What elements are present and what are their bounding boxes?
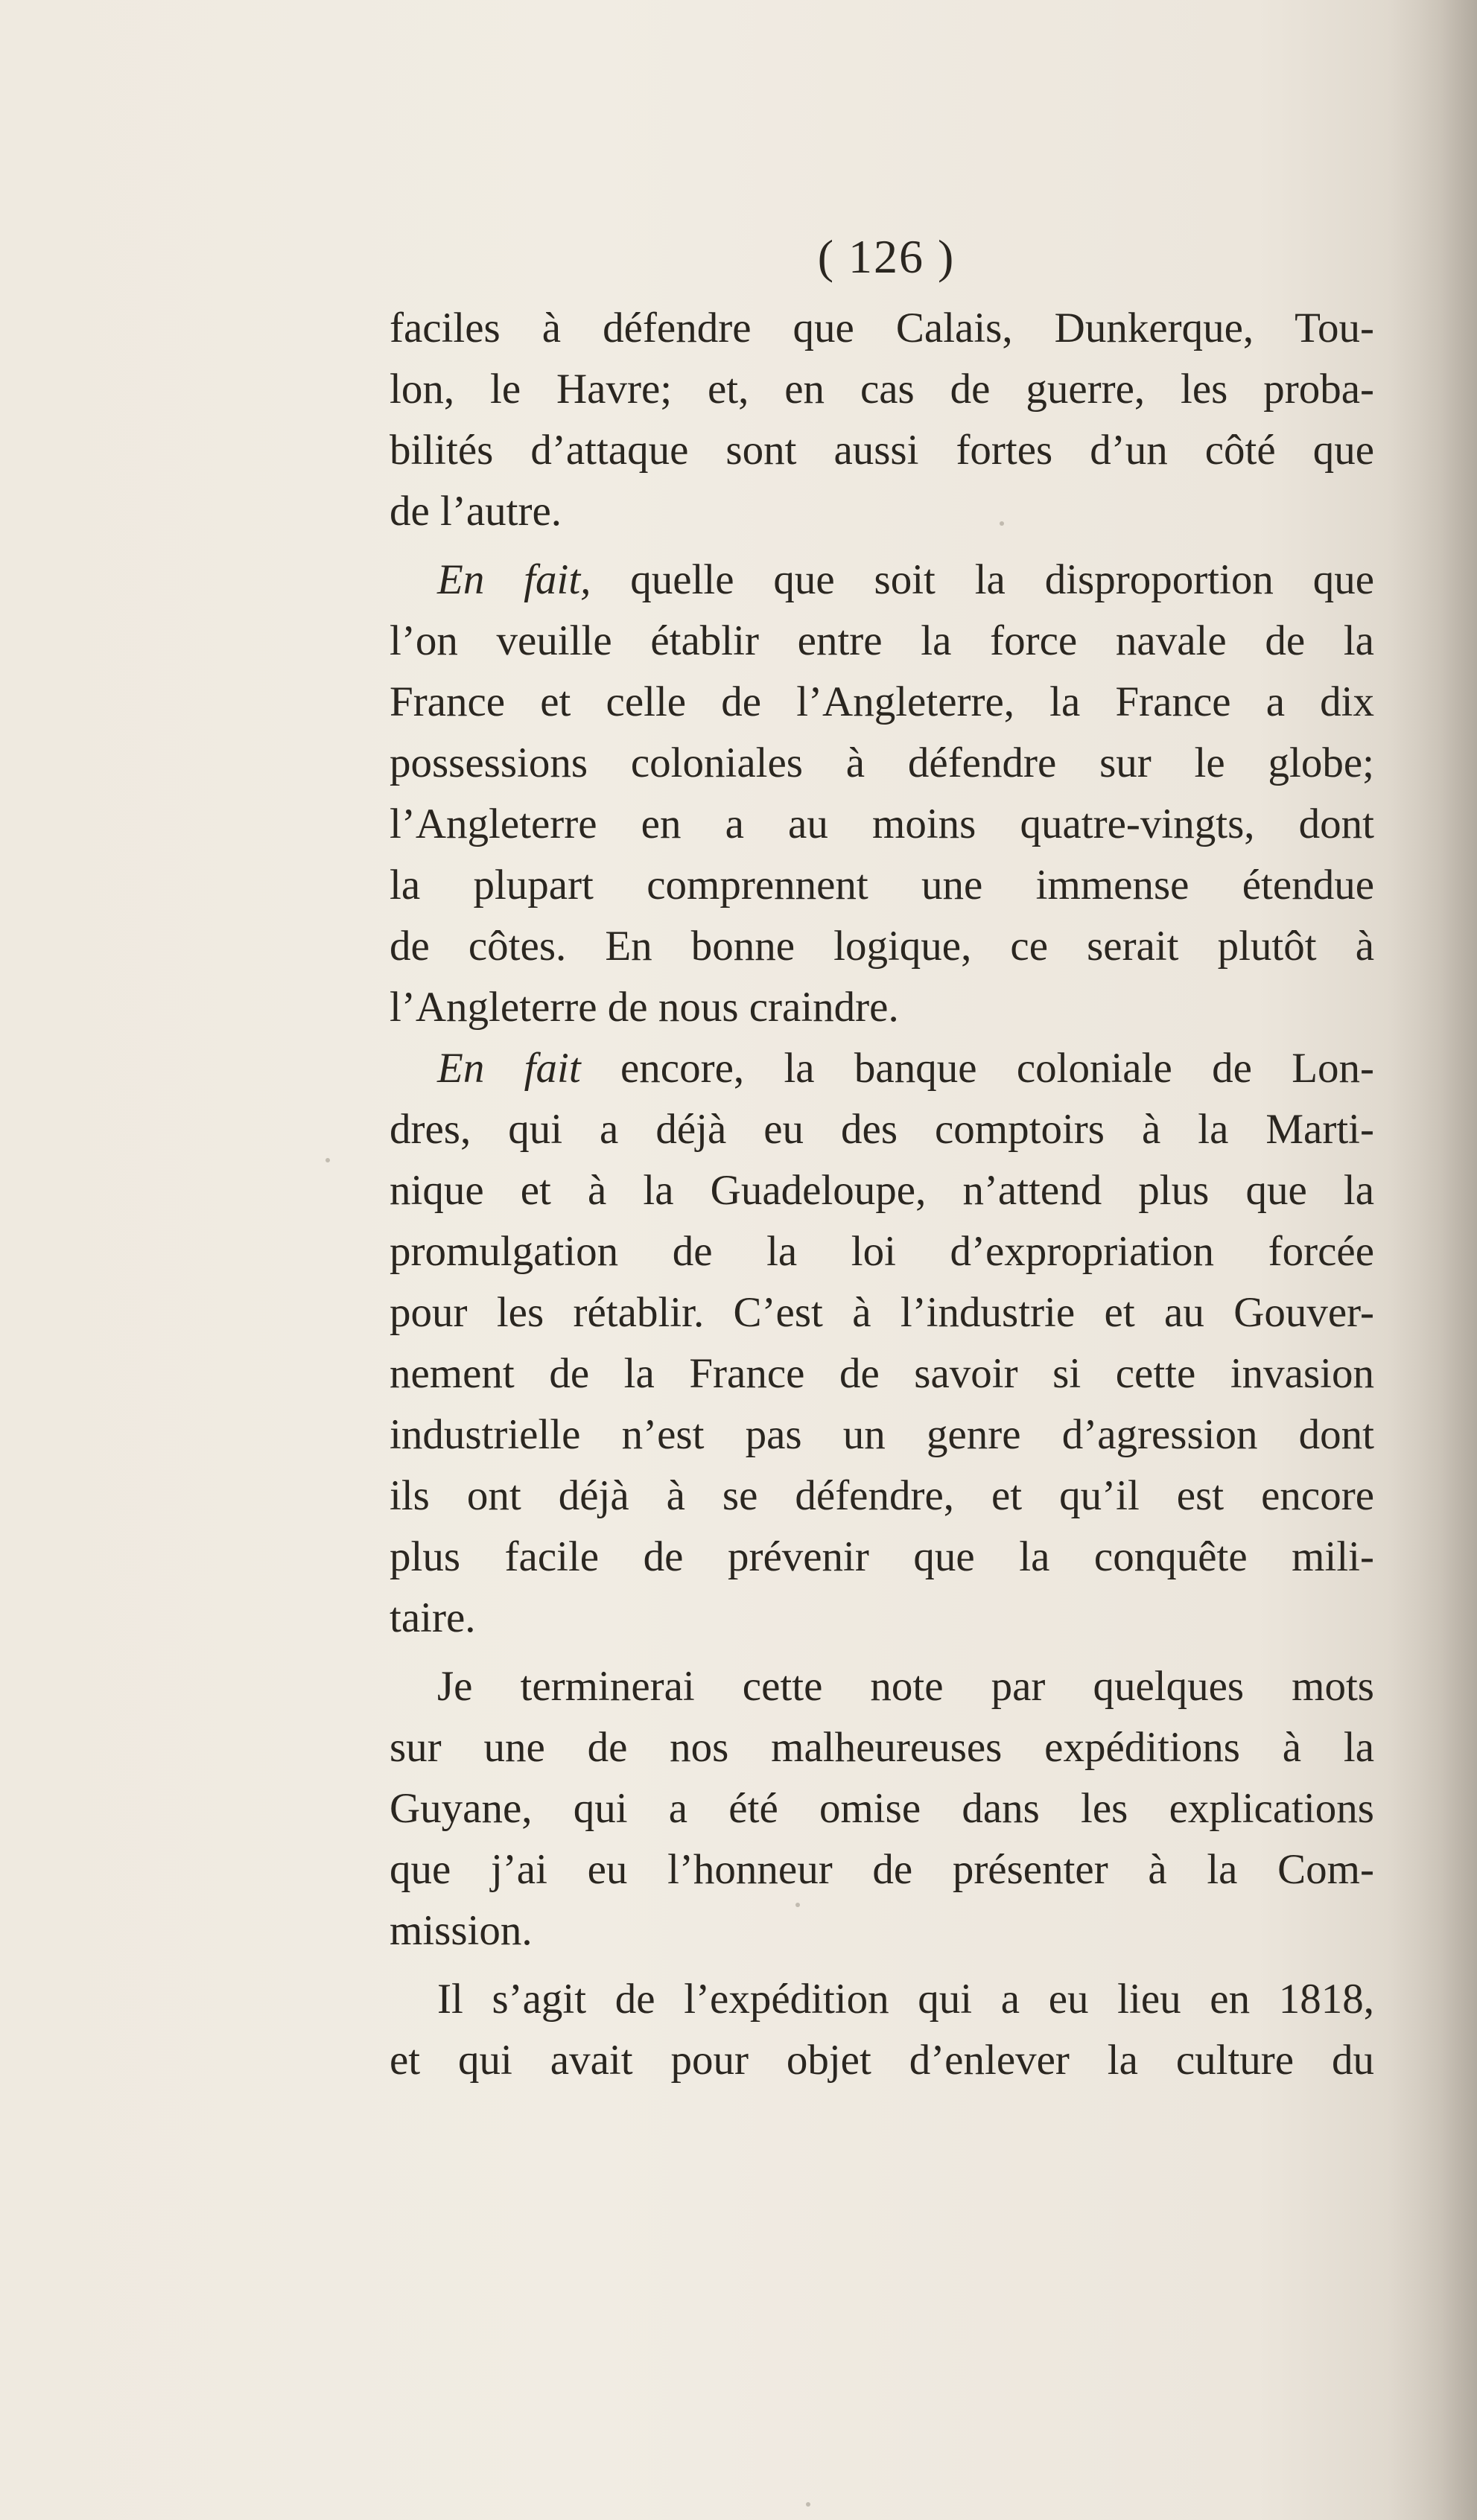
paper-speck xyxy=(1000,521,1004,526)
text-line: que j’ai eu l’honneur de présenter à la Com- xyxy=(390,1846,1374,1893)
paragraph-4 xyxy=(390,1656,1374,1961)
text-line: nement de la France de savoir si cette invasion xyxy=(390,1350,1374,1397)
text-line: de l’autre. xyxy=(390,488,562,535)
text-line: nique et à la Guadeloupe, n’attend plus que la xyxy=(390,1167,1374,1214)
paper-speck xyxy=(806,2502,810,2507)
text-line: et qui avait pour objet d’enlever la culture du xyxy=(390,2037,1374,2084)
text-line: l’Angleterre en a au moins quatre-vingts, dont xyxy=(390,801,1374,847)
text-line: pour les rétablir. C’est à l’industrie et au Gouver- xyxy=(390,1289,1374,1336)
text-line: sur une de nos malheureuses expéditions à la xyxy=(390,1724,1374,1771)
text-line: possessions coloniales à défendre sur le globe; xyxy=(390,739,1374,786)
page-number: ( 126 ) xyxy=(817,230,956,283)
text-line: dres, qui a déjà eu des comptoirs à la Marti- xyxy=(390,1106,1374,1153)
text-line: de côtes. En bonne logique, ce serait plutôt à xyxy=(390,923,1374,970)
text-line: plus facile de prévenir que la conquête mili- xyxy=(390,1533,1374,1580)
text-line: ils ont déjà à se défendre, et qu’il est encore xyxy=(390,1472,1374,1519)
text-line: faciles à défendre que Calais, Dunkerque, Tou- xyxy=(390,305,1374,351)
body-text xyxy=(390,298,1374,2091)
text-line: taire. xyxy=(390,1594,476,1641)
italic-lead: En fait xyxy=(437,1045,581,1092)
text-line: mission. xyxy=(390,1907,533,1954)
text-line: lon, le Havre; et, en cas de guerre, les proba- xyxy=(390,366,1374,413)
paper-speck xyxy=(795,1903,800,1907)
text-line: bilités d’attaque sont aussi fortes d’un côté que xyxy=(390,427,1374,474)
text-line: promulgation de la loi d’expropriation forcée xyxy=(390,1228,1374,1275)
text-line: Guyane, qui a été omise dans les explications xyxy=(390,1785,1374,1832)
text-line xyxy=(390,1038,1374,1099)
paper-speck xyxy=(325,1158,330,1162)
paragraph-2 xyxy=(390,550,1374,1038)
text-line: France et celle de l’Angleterre, la France a dix xyxy=(390,678,1374,725)
paragraph-3 xyxy=(390,1038,1374,1649)
page-gutter-shadow xyxy=(1388,0,1477,2520)
text-run: encore, la banque coloniale de Lon- xyxy=(580,1045,1374,1092)
text-line: industrielle n’est pas un genre d’agression dont xyxy=(390,1411,1374,1458)
text-line xyxy=(390,550,1374,611)
text-run: quelle que soit la disproportion que xyxy=(591,556,1374,603)
paragraph-5 xyxy=(390,1969,1374,2091)
text-line: Il s’agit de l’expédition qui a eu lieu en 1818, xyxy=(437,1976,1374,2023)
paragraph-1 xyxy=(390,298,1374,542)
text-line: la plupart comprennent une immense étendue xyxy=(390,862,1374,909)
text-line: l’on veuille établir entre la force navale de la xyxy=(390,617,1374,664)
text-line: l’Angleterre de nous craindre. xyxy=(390,984,899,1031)
text-line: Je terminerai cette note par quelques mots xyxy=(437,1663,1374,1710)
italic-lead: En fait, xyxy=(437,556,591,603)
